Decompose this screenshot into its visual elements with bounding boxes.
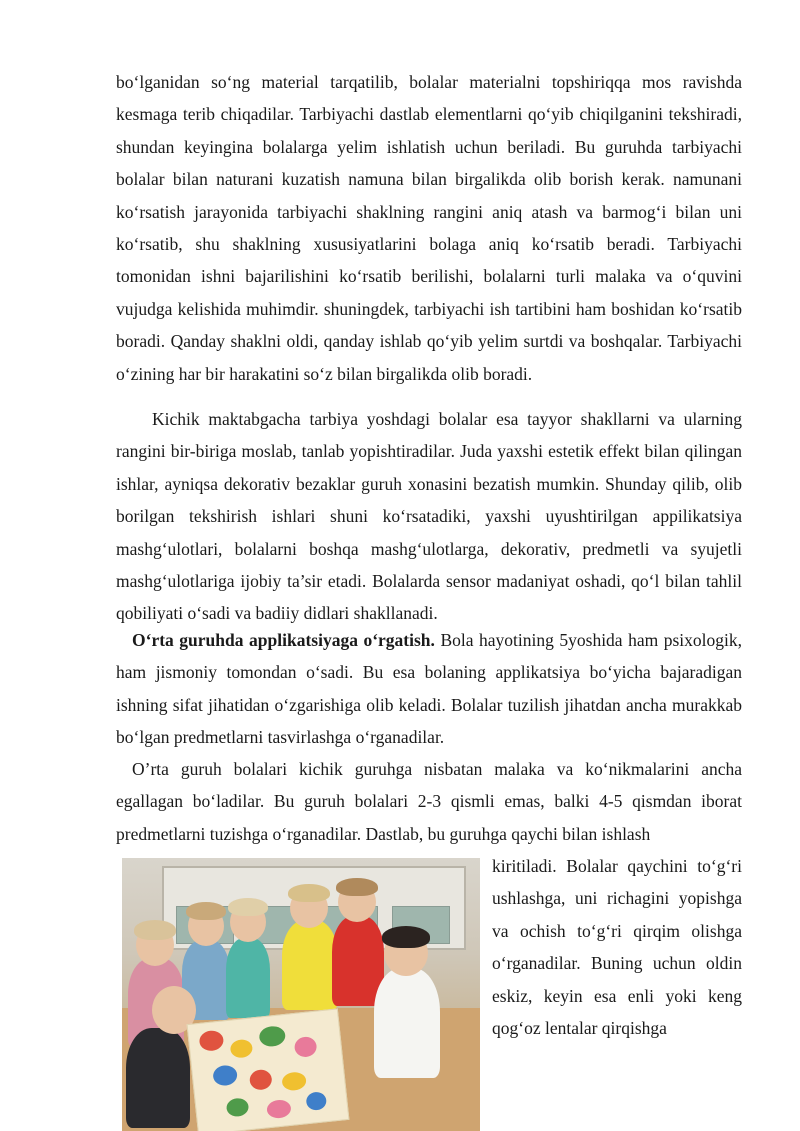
artwork-shape bbox=[294, 1036, 318, 1058]
photo-child-hair bbox=[382, 926, 430, 948]
wrapped-text-column bbox=[492, 850, 742, 1044]
text-block-4 bbox=[116, 753, 742, 850]
artwork-shape bbox=[249, 1069, 273, 1091]
photo-child-hair bbox=[288, 884, 330, 902]
paragraph-4-continued: kiritiladi. Bolalar qaychini to‘g‘ri ushlashga, uni richagini yopishga va ochish to‘g‘ri qirqim olishga o‘rganadilar. Buning uchun oldin eskiz, keyin esa enli yoki keng qog‘oz lentalar qirqishga bbox=[492, 856, 742, 1039]
paragraph-2: Kichik maktabgacha tarbiya yoshdagi bolalar esa tayyor shakllarni va ularning rangini bir-biriga moslab, tanlab yopishtiradilar. Juda yaxshi estetik effekt bilan qilingan ishlar, ayniqsa dekorativ bezaklar guruh xonasini bezatish mumkin. Shunday qilib, olib borilgan tekshirish ishlari shuni ko‘rsatadiki, yaxshi uyushtirilgan appilikatsiya mashg‘ulotlari, bolalarni boshqa mashg‘ulotlarga, dekorativ, predmetli va syujetli mashg‘ulotlariga ijobiy ta’sir etadi. Bolalarda sensor madaniyat oshadi, qo‘l bilan tahlil qobiliyati o‘sadi va badiiy didlari shakllanadi. bbox=[116, 409, 742, 624]
photo-child-hair bbox=[228, 898, 268, 916]
photo-child-hair bbox=[336, 878, 378, 896]
photo-child bbox=[226, 938, 270, 1018]
text-block-3 bbox=[116, 624, 742, 754]
applique-artwork bbox=[187, 1008, 350, 1131]
photo-child bbox=[282, 920, 338, 1010]
artwork-shape bbox=[226, 1097, 250, 1117]
photo-child-hair bbox=[134, 920, 176, 940]
paragraph-4: O’rta guruh bolalari kichik guruhga nisbatan malaka va ko‘nikmalarini ancha egallagan bo‘ladilar. Bu guruh bolalari 2-3 qismli emas, balki 4-5 qismdan iborat predmetlarni tuzishga o‘rganadilar. Dastlab, bu guruhga qaychi bilan ishlash bbox=[116, 759, 742, 844]
paragraph-3-body: Bola hayotining 5yoshida ham psixologik, ham jismoniy tomondan o‘sadi. Bu esa bolaning applikatsiya bo‘yicha bajaradigan ishning sifat jihatidan o‘zgarishiga olib keladi. Bolalar tuzilish jihatdan ancha murakkab bo‘lgan predmetlarni tasvirlashga o‘rganadilar. bbox=[116, 630, 743, 748]
artwork-shape bbox=[230, 1039, 254, 1059]
photo-child bbox=[126, 1028, 190, 1128]
section-heading: O‘rta guruhda applikatsiyaga o‘rgatish. bbox=[132, 630, 435, 650]
text-block-1 bbox=[116, 66, 742, 390]
artwork-shape bbox=[305, 1091, 327, 1111]
paragraph-3 bbox=[116, 624, 742, 754]
photo-child-hair bbox=[186, 902, 226, 920]
photo-child bbox=[374, 968, 440, 1078]
artwork-shape bbox=[281, 1071, 307, 1091]
artwork-shape bbox=[212, 1064, 238, 1086]
artwork-shape bbox=[266, 1099, 292, 1119]
artwork-shape bbox=[258, 1025, 286, 1048]
text-block-2 bbox=[116, 403, 742, 630]
paragraph-1: bo‘lganidan so‘ng material tarqatilib, bolalar materialni topshiriqqa mos ravishda kesmaga terib chiqadilar. Tarbiyachi dastlab elementlarni qo‘yib chiqilganini tekshiradi, shundan keyingina bolalarga yelim ishlatish uchun beriladi. Bu guruhda tarbiyachi bolalar bilan naturani kuzatish namuna bilan birgalikda olib borish kerak. namunani ko‘rsatish jarayonida tarbiyachi shaklning rangini aniq atash va barmog‘i bilan uni ko‘rsatib, shu shaklning xususiyatlarini bolaga aniq ko‘rsatib beradi. Tarbiyachi tomonidan ishni bajarilishini ko‘rsatib berilishi, bolalarni turli malaka va o‘quvini vujudga kelishida muhimdir. shuningdek, tarbiyachi ish tartibini ham boshidan ko‘rsatib boradi. Qanday shaklni oldi, qanday ishlab qo‘yib yelim surtdi va boshqalar. Tarbiyachi o‘zining har bir harakatini so‘z bilan birgalikda olib boradi. bbox=[116, 72, 742, 384]
children-applique-photo bbox=[122, 858, 480, 1131]
artwork-shape bbox=[198, 1030, 224, 1052]
